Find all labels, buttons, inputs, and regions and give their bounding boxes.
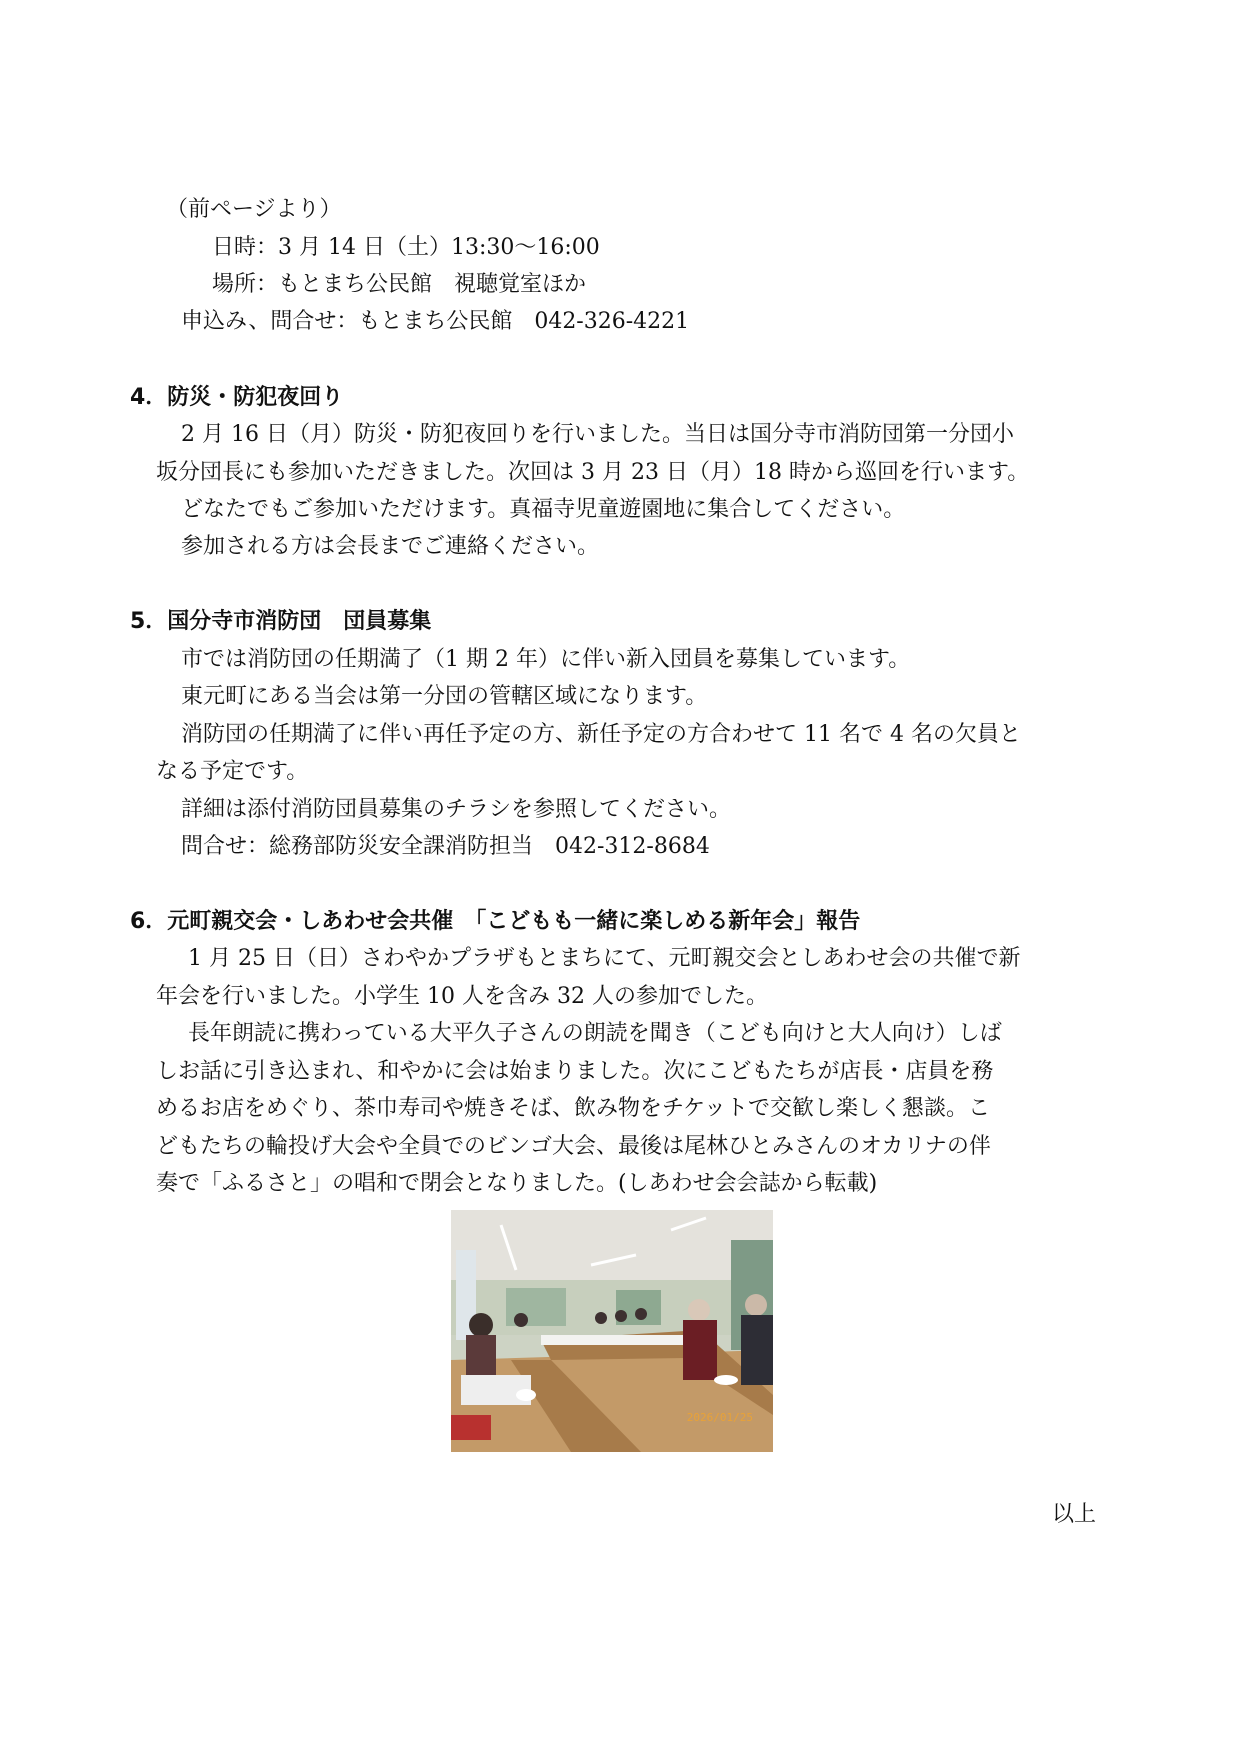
section-4-heading: 4．防災・防犯夜回り <box>130 385 344 410</box>
section-5-line: 問合せ：総務部防災安全課消防担当 042-312-8684 <box>181 834 710 859</box>
event-place: 場所：もとまち公民館 視聴覚室ほか <box>212 272 587 297</box>
section-5-heading: 5．国分寺市消防団 団員募集 <box>130 609 432 634</box>
closing-text: 以上 <box>1052 1502 1097 1527</box>
section-4-line: どなたでもご参加いただけます。真福寺児童遊園地に集合してください。 <box>181 497 906 522</box>
event-contact: 申込み、問合せ：もとまち公民館 042-326-4221 <box>181 309 690 334</box>
section-4-line: 2 月 16 日（月）防災・防犯夜回りを行いました。当日は国分寺市消防団第一分団小 <box>181 422 1014 447</box>
section-5-line: 東元町にある当会は第一分団の管轄区域になります。 <box>181 684 708 709</box>
section-6-line: 奏で「ふるさと」の唱和で閉会となりました。(しあわせ会会誌から転載) <box>156 1171 878 1196</box>
section-5-line: 市では消防団の任期満了（1 期 2 年）に伴い新入団員を募集しています。 <box>181 647 911 672</box>
section-6-heading: 6．元町親交会・しあわせ会共催 「こどもも一緒に楽しめる新年会」報告 <box>130 909 861 934</box>
section-6-line: しお話に引き込まれ、和やかに会は始まりました。次にこどもたちが店長・店員を務 <box>156 1059 994 1084</box>
section-5-line: なる予定です。 <box>156 759 309 784</box>
section-6-line: 1 月 25 日（日）さわやかプラザもとまちにて、元町親交会としあわせ会の共催で新 <box>188 946 1021 971</box>
section-4-line: 参加される方は会長までご連絡ください。 <box>181 534 600 559</box>
section-6-line: 年会を行いました。小学生 10 人を含み 32 人の参加でした。 <box>156 984 768 1009</box>
photo-date-stamp: 2026/01/25 <box>686 1411 753 1424</box>
section-6-line: どもたちの輪投げ大会や全員でのビンゴ大会、最後は尾林ひとみさんのオカリナの伴 <box>156 1134 991 1159</box>
section-5-line: 消防団の任期満了に伴い再任予定の方、新任予定の方合わせて 11 名で 4 名の欠員と <box>181 722 1021 747</box>
section-5-line: 詳細は添付消防団員募集のチラシを参照してください。 <box>181 797 732 822</box>
section-6-line: 長年朗読に携わっている大平久子さんの朗読を聞き（こども向けと大人向け）しば <box>188 1021 1002 1046</box>
event-datetime: 日時：3 月 14 日（土）13:30～16:00 <box>212 235 600 260</box>
from-previous-page: （前ページより） <box>166 197 342 222</box>
new-year-party-photo <box>451 1210 773 1452</box>
section-4-line: 坂分団長にも参加いただきました。次回は 3 月 23 日（月）18 時から巡回を行います。 <box>156 460 1030 485</box>
section-6-line: めるお店をめぐり、茶巾寿司や焼きそば、飲み物をチケットで交歓し楽しく懇談。こ <box>156 1096 991 1121</box>
